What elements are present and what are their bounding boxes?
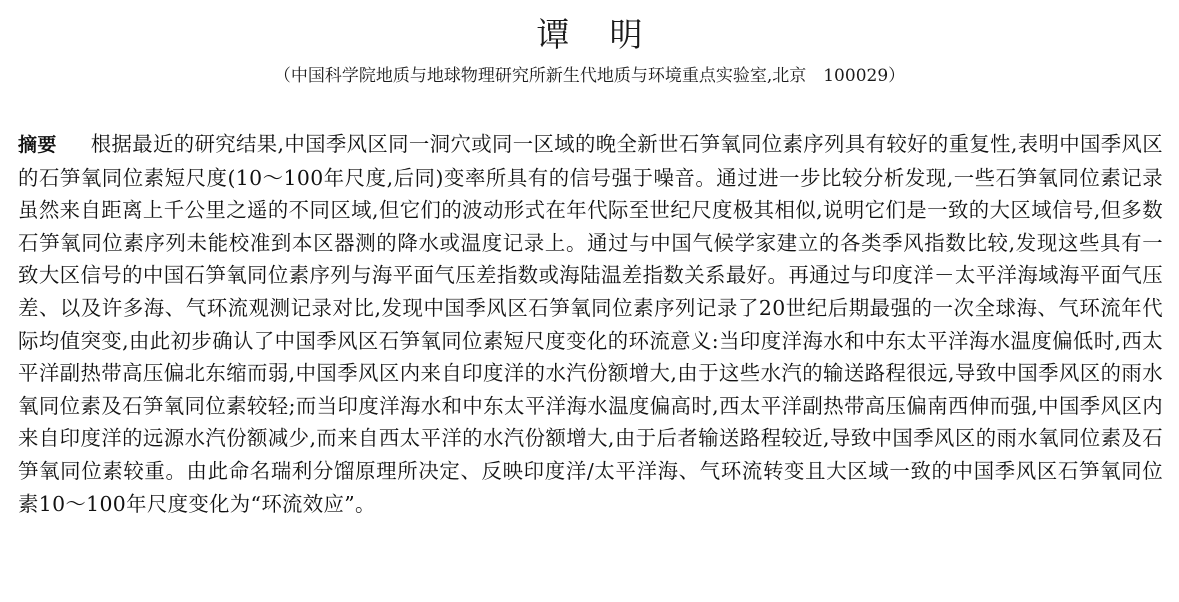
author-name: 谭明	[536, 15, 683, 54]
abstract-label: 摘要	[18, 134, 57, 156]
abstract-text: 根据最近的研究结果,中国季风区同一洞穴或同一区域的晚全新世石笋氧同位素序列具有较好的重复性,表明中国季风区的石笋氧同位素短尺度(10～100年尺度,后同)变率所具有的信号强于噪音。通过进一步比较分析发现,一些石笋氧同位素记录虽然来自距离上千公里之遥的不同区域,但它们的波动形式在年代际至世纪尺度极其相似,说明它们是一致的大区域信号,但多数石笋氧同位素序列未能校准到本区器测的降水或温度记录上。通过与中国气候学家建立的各类季风指数比较,发现这些具有一致大区信号的中国石笋氧同位素序列与海平面气压差指数或海陆温差指数关系最好。再通过与印度洋－太平洋海域海平面气压差、以及许多海、气环流观测记录对比,发现中国季风区石笋氧同位素序列记录了20世纪后期最强的一次全球海、气环流年代际均值突变,由此初步确认了中国季风区石笋氧同位素短尺度变化的环流意义:当印度洋海水和中东太平洋海水温度偏低时,西太平洋副热带高压偏北东缩而弱,中国季风区内来自印度洋的水汽份额增大,由于这些水汽的输送路程很远,导致中国季风区的雨水氧同位素及石笋氧同位素较轻;而当印度洋海水和中东太平洋海水温度偏高时,西太平洋副热带高压偏南西伸而强,中国季风区内来自印度洋的远源水汽份额减少,而来自西太平洋的水汽份额增大,由于后者输送路程较近,导致中国季风区的雨水氧同位素及石笋氧同位素较重。由此命名瑞利分馏原理所决定、反映印度洋/太平洋海、气环流转变且大区域一致的中国季风区石笋氧同位素10～100年尺度变化为“环流效应”。	[18, 132, 1163, 516]
author-affiliation: （中国科学院地质与地球物理研究所新生代地质与环境重点实验室,北京 100029）	[273, 66, 906, 86]
abstract-paragraph	[18, 128, 1163, 520]
